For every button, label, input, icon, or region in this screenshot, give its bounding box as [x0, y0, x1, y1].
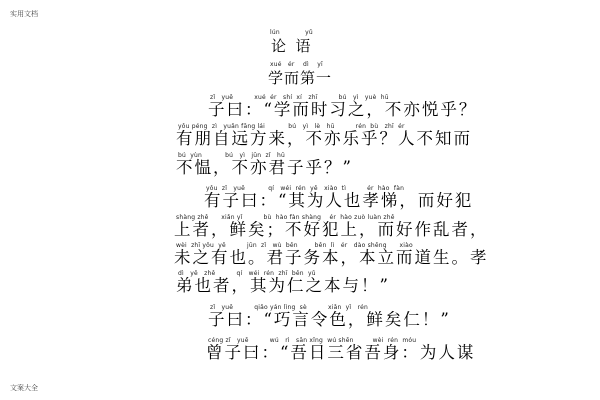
line-2-pinyin: yǒu péng zì yuǎn fāng lái bú yì lè hū rén bù zhī ér: [178, 123, 405, 130]
page-header: 实用文档: [10, 10, 38, 18]
line-3-text: 不愠，不亦君子乎？”: [176, 158, 353, 177]
line-8-pinyin: zǐ yuē qiǎo yán lìng sè xiǎn yǐ rén: [210, 304, 369, 311]
line-9-pinyin: céng zǐ yuē wú rì sān xǐng wú shēn wèi rén móu: [208, 337, 417, 344]
line-8-text: 子曰：“巧言令色，鲜矣仁！”: [208, 310, 451, 329]
line-7-text: 弟也者，其为仁之本与！”: [176, 276, 390, 295]
page-footer: 文案大全: [10, 384, 38, 392]
line-5-pinyin: shàng zhě xiǎn yǐ bù hào fàn shàng ér hào zuò luàn zhě: [176, 214, 395, 221]
line-6-text: 未之有也。君子务本，本立而道生。孝: [174, 248, 489, 267]
line-9-text: 曾子曰：“吾日三省吾身：为人谋: [206, 343, 476, 362]
line-7-pinyin: dì yě zhě qí wéi rén zhī běn yǔ: [178, 270, 316, 277]
line-4-pinyin: yǒu zǐ yuē qí wéi rén yě xiào tì ér hào fàn: [206, 185, 405, 192]
line-6-pinyin: wèi zhī yǒu yě jūn zǐ wù běn běn lì ér dào shēng xiào: [176, 242, 413, 249]
line-2-text: 有朋自远方来，不亦乐乎？人不知而: [176, 129, 472, 148]
chapter-title: 学而第一: [268, 69, 333, 87]
chapter-pinyin: xué ér dì yī: [270, 61, 323, 68]
title-pinyin: lún yǔ: [270, 29, 313, 36]
book-title: 论 语: [271, 37, 311, 55]
line-3-pinyin: bú yùn bú yì jūn zǐ hū: [178, 152, 286, 159]
line-5-text: 上者，鲜矣；不好犯上，而好作乱者，: [174, 220, 489, 239]
line-1-pinyin: zǐ yuē xué ér shí xí zhī bú yì yuè hū: [210, 94, 389, 101]
line-1-text: 子曰：“学而时习之，不亦悦乎？: [208, 100, 478, 119]
line-4-text: 有子曰：“其为人也孝悌，而好犯: [204, 191, 474, 210]
